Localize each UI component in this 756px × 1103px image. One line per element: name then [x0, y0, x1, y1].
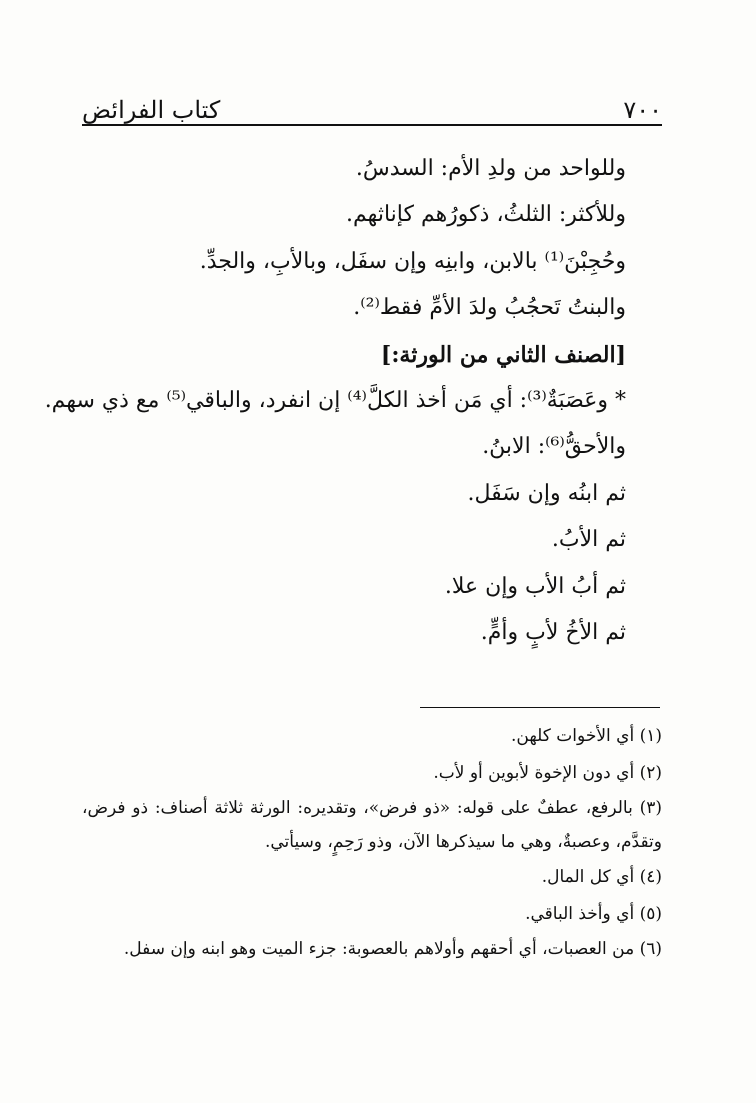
page-number: ٧٠٠	[623, 96, 662, 124]
text-line: ثم أبُ الأب وإن علا.	[444, 573, 626, 599]
main-text	[44, 146, 626, 656]
text-line: وللواحد من ولدِ الأم: السدسُ.	[355, 156, 626, 181]
section-heading: [الصنف الثاني من الورثة:]	[380, 341, 626, 368]
footnote: (٣) بالرفع، عطفٌ على قوله: «ذو فرض»، وتقديره: الورثة ثلاثة أصناف: ذو فرض، وتقدَّم، وعصبةٌ، وهي ما سيذكرها الآن، وذو رَحِمٍ، وسيأتي.	[82, 798, 662, 852]
footnotes	[82, 718, 662, 966]
text-line: ثم الأخُ لأبٍ وأمٍّ.	[480, 619, 626, 645]
footnote: (١) أي الأخوات كلهن.	[511, 726, 662, 746]
text-line: والأحقُّ⁽⁶⁾: الابنُ.	[482, 434, 626, 460]
footnote-separator	[420, 707, 660, 708]
text-line: والبنتُ تَحجُبُ ولدَ الأمِّ فقط⁽²⁾.	[353, 295, 626, 321]
book-title: كتاب الفرائض	[82, 96, 221, 124]
text-line: ثم الأبُ.	[551, 527, 626, 553]
footnote: (٥) أي وأخذ الباقي.	[525, 903, 662, 924]
text-line: وللأكثر: الثلثُ، ذكورُهم كإناثهم.	[346, 202, 626, 228]
footnote: (٤) أي كل المال.	[541, 867, 662, 887]
header-rule	[82, 124, 662, 126]
text-line: وحُجِبْنَ⁽¹⁾ بالابن، وابنِه وإن سفَل، وبالأبِ، والجدِّ.	[199, 248, 626, 274]
footnote: (٢) أي دون الإخوة لأبوين أو لأب.	[433, 762, 662, 783]
footnote: (٦) من العصبات، أي أحقهم وأولاهم بالعصوبة: جزء الميت وهو ابنه وإن سفل.	[123, 939, 662, 959]
text-line: * وعَصَبَةٌ⁽³⁾: أي مَن أخذ الكلَّ⁽⁴⁾ إن انفرد، والباقي⁽⁵⁾ مع ذي سهم.	[44, 387, 626, 413]
text-line: ثم ابنُه وإن سَفَل.	[467, 480, 626, 506]
running-header	[82, 86, 662, 124]
